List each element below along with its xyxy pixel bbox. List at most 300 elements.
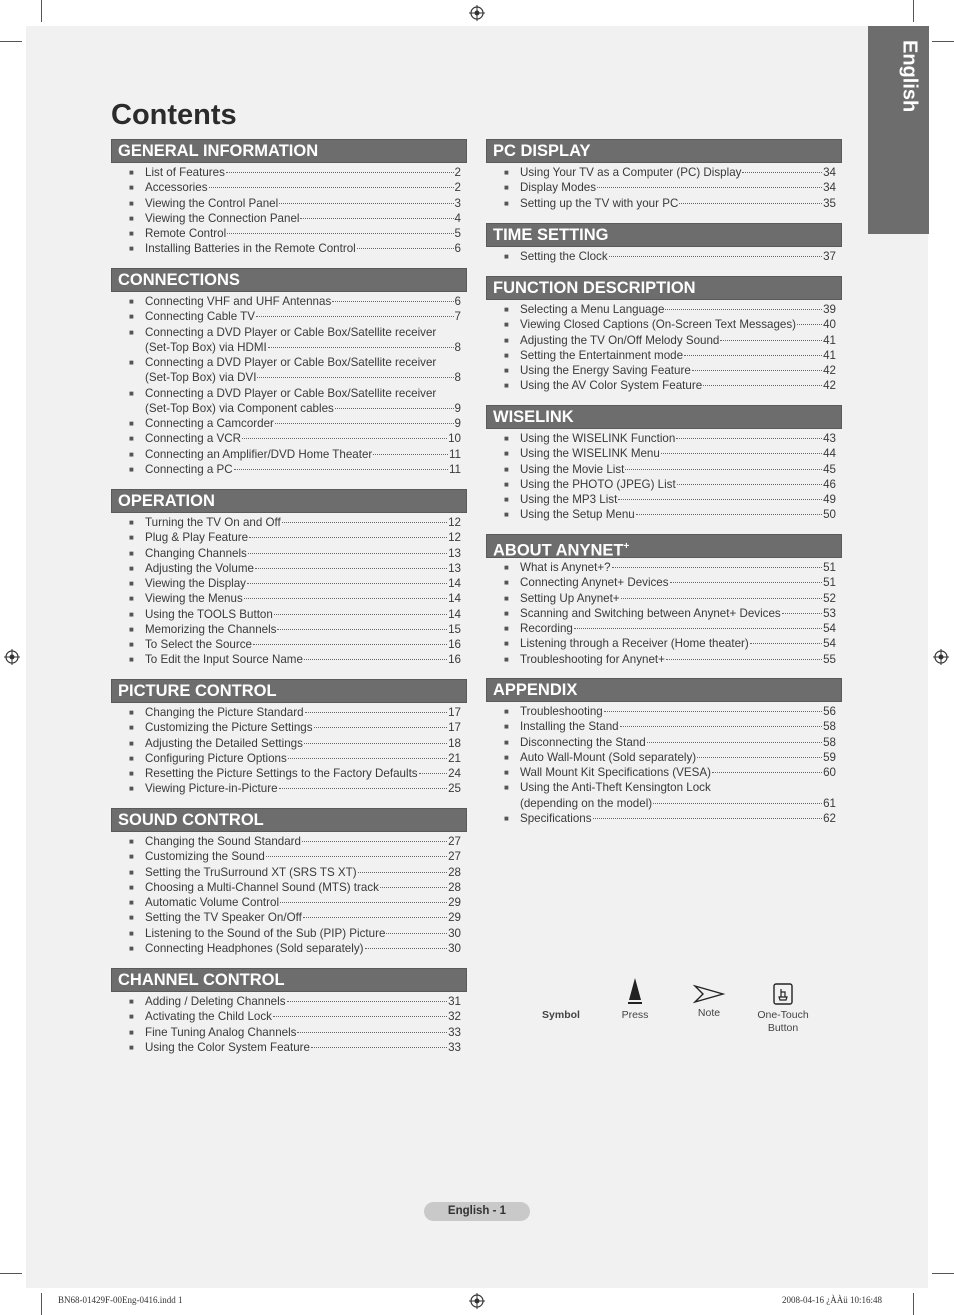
toc-leader-dots bbox=[653, 803, 822, 804]
toc-entry[interactable] bbox=[486, 333, 842, 348]
toc-page-number: 9 bbox=[454, 417, 461, 430]
toc-entry[interactable] bbox=[486, 196, 842, 211]
toc-section-time-setting bbox=[486, 223, 842, 264]
toc-entry[interactable] bbox=[486, 431, 842, 446]
toc-entry-title: ■ Wall Mount Kit Specifications (VESA) bbox=[520, 766, 711, 779]
toc-leader-dots bbox=[677, 484, 822, 485]
toc-leader-dots bbox=[750, 643, 822, 644]
toc-entry-title: ■ Setting Up Anynet+ bbox=[520, 591, 620, 605]
toc-entry-title: ■ Using the Movie List bbox=[520, 462, 625, 476]
toc-page-number: 50 bbox=[823, 508, 836, 522]
toc-page-number: 34 bbox=[823, 181, 836, 195]
toc-entry-title: ■ To Select the Source bbox=[145, 638, 252, 651]
toc-leader-dots bbox=[305, 712, 448, 713]
toc-entry[interactable] bbox=[111, 576, 467, 591]
toc-entry[interactable] bbox=[111, 849, 467, 864]
toc-leader-dots bbox=[335, 408, 454, 409]
toc-page-number: 59 bbox=[823, 750, 836, 764]
toc-entry-title: ■ Memorizing the Channels bbox=[145, 622, 277, 636]
registration-mark-icon bbox=[469, 1293, 485, 1309]
crop-mark bbox=[913, 1293, 914, 1315]
toc-entry-title: ■ Using Your TV as a Computer (PC) Display bbox=[520, 166, 742, 179]
toc-leader-dots bbox=[303, 917, 447, 918]
toc-entry[interactable] bbox=[486, 575, 842, 590]
toc-entry[interactable] bbox=[111, 447, 467, 462]
toc-entry[interactable] bbox=[111, 462, 467, 477]
toc-entry-title: ■ Installing Batteries in the Remote Control bbox=[145, 242, 356, 256]
toc-entry[interactable] bbox=[111, 431, 467, 446]
toc-entry[interactable] bbox=[111, 834, 467, 849]
toc-entry[interactable] bbox=[486, 606, 842, 621]
toc-entry[interactable] bbox=[486, 492, 842, 507]
toc-entry-title: ■ Using the Energy Saving Feature bbox=[520, 364, 691, 377]
toc-leader-dots bbox=[249, 537, 447, 538]
toc-page-number: 29 bbox=[448, 911, 461, 925]
toc-page-number: 54 bbox=[823, 622, 836, 635]
toc-leader-dots bbox=[311, 1047, 447, 1048]
toc-entry[interactable] bbox=[111, 309, 467, 324]
toc-entry[interactable] bbox=[486, 317, 842, 332]
toc-entry[interactable] bbox=[111, 910, 467, 925]
toc-page-number: 21 bbox=[448, 751, 461, 765]
toc-leader-dots bbox=[273, 1016, 447, 1017]
toc-entry[interactable] bbox=[111, 416, 467, 431]
toc-entry-title: ■ Using the PHOTO (JPEG) List bbox=[520, 477, 676, 491]
toc-leader-dots bbox=[357, 248, 454, 249]
section-heading: TIME SETTING bbox=[486, 223, 842, 247]
toc-page-number: 30 bbox=[448, 926, 461, 940]
crop-mark bbox=[0, 41, 22, 42]
toc-leader-dots bbox=[248, 553, 447, 554]
toc-leader-dots bbox=[275, 423, 454, 424]
toc-entry-title: ■ Setting the TruSurround XT (SRS TS XT) bbox=[145, 865, 357, 879]
crop-mark bbox=[913, 0, 914, 22]
toc-page-number: 28 bbox=[448, 865, 461, 879]
toc-entry-title: ■ Changing Channels bbox=[145, 546, 247, 560]
toc-entry[interactable] bbox=[486, 507, 842, 522]
toc-page-number: 13 bbox=[448, 546, 461, 560]
toc-leader-dots bbox=[358, 872, 448, 873]
toc-entry-title: ■ Scanning and Switching between Anynet+ Devices bbox=[520, 606, 781, 620]
toc-page-number: 9 bbox=[454, 401, 461, 415]
toc-entry-title: ■ Turning the TV On and Off bbox=[145, 516, 281, 529]
toc-entry-title: ■ Using the WISELINK Menu bbox=[520, 447, 660, 461]
toc-page-number: 45 bbox=[823, 462, 836, 476]
toc-entry[interactable] bbox=[111, 561, 467, 576]
toc-entry-title: ■ Viewing the Control Panel bbox=[145, 196, 279, 210]
toc-entry[interactable] bbox=[486, 165, 842, 180]
toc-entry[interactable] bbox=[111, 294, 467, 309]
toc-entry-title: ■ Plug & Play Feature bbox=[145, 531, 249, 545]
toc-entry[interactable] bbox=[111, 865, 467, 880]
toc-page-number: 2 bbox=[454, 166, 461, 179]
toc-entry-title: ■ Changing the Picture Standard bbox=[145, 706, 304, 719]
toc-page-number: 52 bbox=[823, 591, 836, 605]
toc-leader-dots bbox=[255, 568, 447, 569]
language-tab-label: English bbox=[898, 40, 920, 113]
toc-page-number: 6 bbox=[454, 242, 461, 256]
toc-entry-title: ■ Disconnecting the Stand bbox=[520, 735, 646, 749]
toc-entry[interactable] bbox=[111, 226, 467, 241]
toc-leader-dots bbox=[692, 370, 822, 371]
toc-entry-title: ■ Installing the Stand bbox=[520, 720, 619, 734]
toc-page-number: 10 bbox=[448, 432, 461, 446]
toc-page-number: 28 bbox=[448, 880, 461, 894]
toc-entry-title: ■ Connecting an Amplifier/DVD Home Theater bbox=[145, 447, 373, 461]
symbol-press: Press bbox=[610, 976, 660, 1022]
toc-page-number: 24 bbox=[448, 767, 461, 780]
toc-entry[interactable] bbox=[486, 302, 842, 317]
toc-entry-title: (depending on the model) bbox=[520, 796, 653, 810]
print-slug-date: 2008-04-16 ¿ÀÀü 10:16:48 bbox=[782, 1295, 882, 1305]
toc-entry-title: ■ Using the WISELINK Function bbox=[520, 432, 676, 445]
toc-leader-dots bbox=[279, 203, 453, 204]
toc-entry[interactable] bbox=[111, 736, 467, 751]
toc-entry-title: ■ List of Features bbox=[145, 166, 225, 179]
toc-entry[interactable] bbox=[111, 355, 467, 386]
toc-page-number: 56 bbox=[823, 705, 836, 718]
registration-mark-icon bbox=[933, 649, 949, 665]
section-heading: PC DISPLAY bbox=[486, 139, 842, 163]
toc-page-number: 12 bbox=[448, 531, 461, 545]
toc-entry[interactable] bbox=[111, 165, 467, 180]
toc-entry[interactable] bbox=[111, 941, 467, 956]
toc-entry-title: ■ Resetting the Picture Settings to the Factory Defaults bbox=[145, 767, 418, 780]
toc-leader-dots bbox=[314, 727, 448, 728]
toc-entry[interactable] bbox=[486, 363, 842, 378]
toc-section-operation bbox=[111, 489, 467, 668]
toc-leader-dots bbox=[647, 742, 822, 743]
toc-entry-title: ■ Connecting Anynet+ Devices bbox=[520, 576, 669, 590]
toc-entry[interactable] bbox=[111, 515, 467, 530]
toc-entry[interactable] bbox=[111, 926, 467, 941]
toc-leader-dots bbox=[257, 377, 453, 378]
toc-entry[interactable] bbox=[111, 325, 467, 356]
toc-leader-dots bbox=[618, 499, 822, 500]
toc-page-number: 43 bbox=[823, 432, 836, 445]
toc-entry-title: ■ Using the TOOLS Button bbox=[145, 607, 273, 621]
section-heading: PICTURE CONTROL bbox=[111, 679, 467, 703]
toc-page-number: 37 bbox=[823, 250, 836, 263]
toc-page-number: 5 bbox=[454, 227, 461, 240]
toc-entry[interactable] bbox=[111, 720, 467, 735]
toc-page-number: 42 bbox=[823, 364, 836, 377]
toc-entry[interactable] bbox=[486, 735, 842, 750]
toc-entry[interactable] bbox=[111, 241, 467, 256]
toc-page-number: 2 bbox=[454, 181, 461, 195]
toc-entry[interactable] bbox=[486, 636, 842, 651]
toc-page-number: 17 bbox=[448, 706, 461, 719]
toc-entry-title: ■ Viewing Picture-in-Picture bbox=[145, 782, 278, 796]
toc-section-about-anynet bbox=[486, 534, 842, 667]
toc-page-number: 41 bbox=[823, 333, 836, 347]
toc-leader-dots bbox=[797, 324, 822, 325]
toc-entry-title-line: ■ Connecting a DVD Player or Cable Box/Satellite receiver bbox=[145, 356, 437, 369]
toc-entry-title: ■ Connecting a Camcorder bbox=[145, 417, 274, 430]
toc-entry[interactable] bbox=[486, 719, 842, 734]
toc-page-number: 27 bbox=[448, 850, 461, 864]
toc-leader-dots bbox=[670, 582, 823, 583]
toc-leader-dots bbox=[703, 385, 822, 386]
toc-page-number: 16 bbox=[448, 638, 461, 651]
toc-leader-dots bbox=[365, 948, 448, 949]
toc-entry-title: ■ Auto Wall-Mount (Sold separately) bbox=[520, 750, 697, 764]
toc-entry[interactable] bbox=[486, 750, 842, 765]
toc-page-number: 25 bbox=[448, 782, 461, 796]
crop-mark bbox=[0, 1273, 22, 1274]
toc-entry[interactable] bbox=[486, 591, 842, 606]
toc-entry[interactable] bbox=[486, 780, 842, 811]
toc-entry-title: ■ Listening through a Receiver (Home theater) bbox=[520, 637, 749, 651]
toc-section-function-description bbox=[486, 276, 842, 394]
toc-entry[interactable] bbox=[111, 895, 467, 910]
toc-entry-title: (Set-Top Box) via DVI bbox=[145, 371, 257, 385]
toc-entry-title: (Set-Top Box) via HDMI bbox=[145, 340, 267, 354]
toc-entry-title: ■ Listening to the Sound of the Sub (PIP) Picture bbox=[145, 926, 386, 940]
toc-entry-title: ■ Using the AV Color System Feature bbox=[520, 379, 703, 393]
toc-entry-title: ■ Troubleshooting for Anynet+ bbox=[520, 652, 665, 666]
toc-leader-dots bbox=[226, 172, 454, 173]
toc-leader-dots bbox=[247, 583, 447, 584]
toc-entry-title-line: ■ Connecting a DVD Player or Cable Box/Satellite receiver bbox=[145, 325, 437, 339]
toc-page-number: 60 bbox=[823, 766, 836, 779]
toc-entry[interactable] bbox=[486, 811, 842, 826]
toc-entry-title: ■ Adding / Deleting Channels bbox=[145, 995, 286, 1008]
toc-leader-dots bbox=[720, 340, 822, 341]
toc-page-number: 58 bbox=[823, 735, 836, 749]
toc-entry[interactable] bbox=[486, 378, 842, 393]
toc-section-appendix bbox=[486, 678, 842, 826]
toc-entry[interactable] bbox=[486, 180, 842, 195]
toc-entry-title: ■ To Edit the Input Source Name bbox=[145, 653, 303, 667]
toc-page-number: 13 bbox=[448, 561, 461, 575]
toc-entry[interactable] bbox=[111, 880, 467, 895]
toc-page-number: 14 bbox=[448, 592, 461, 606]
toc-entry-title: ■ Viewing the Display bbox=[145, 577, 246, 590]
toc-entry[interactable] bbox=[111, 637, 467, 652]
press-arrow-icon bbox=[625, 976, 645, 1006]
toc-entry[interactable] bbox=[111, 196, 467, 211]
toc-entry-title: ■ Setting up the TV with your PC bbox=[520, 196, 679, 210]
toc-entry[interactable] bbox=[486, 477, 842, 492]
toc-leader-dots bbox=[620, 726, 822, 727]
toc-entry[interactable] bbox=[111, 180, 467, 195]
toc-leader-dots bbox=[266, 856, 447, 857]
toc-page-number: 8 bbox=[454, 371, 461, 385]
toc-section-wiselink bbox=[486, 405, 842, 523]
toc-entry[interactable] bbox=[111, 530, 467, 545]
toc-entry-title: ■ Automatic Volume Control bbox=[145, 896, 280, 909]
toc-entry[interactable] bbox=[486, 704, 842, 719]
toc-page-number: 17 bbox=[448, 721, 461, 735]
toc-entry[interactable] bbox=[486, 765, 842, 780]
toc-entry[interactable] bbox=[486, 249, 842, 264]
toc-leader-dots bbox=[304, 659, 447, 660]
toc-leader-dots bbox=[684, 355, 822, 356]
toc-entry-title: ■ Viewing Closed Captions (On-Screen Text Messages) bbox=[520, 318, 797, 332]
toc-entry[interactable] bbox=[486, 446, 842, 461]
toc-entry-title: ■ Selecting a Menu Language bbox=[520, 303, 665, 316]
toc-entry[interactable] bbox=[486, 348, 842, 363]
toc-leader-dots bbox=[612, 567, 823, 568]
toc-entry[interactable] bbox=[111, 622, 467, 637]
toc-leader-dots bbox=[277, 629, 447, 630]
toc-entry[interactable] bbox=[486, 462, 842, 477]
toc-page-number: 7 bbox=[454, 310, 461, 324]
toc-entry[interactable] bbox=[486, 560, 842, 575]
section-heading: WISELINK bbox=[486, 405, 842, 429]
toc-section-pc-display bbox=[486, 139, 842, 211]
toc-entry[interactable] bbox=[111, 652, 467, 667]
toc-leader-dots bbox=[282, 522, 447, 523]
toc-entry-title: ■ Recording bbox=[520, 622, 573, 635]
toc-page-number: 51 bbox=[823, 576, 836, 590]
toc-leader-dots bbox=[304, 743, 447, 744]
toc-leader-dots bbox=[697, 757, 822, 758]
toc-leader-dots bbox=[712, 772, 822, 773]
toc-entry-title: ■ Changing the Sound Standard bbox=[145, 835, 301, 848]
toc-entry-title: ■ Connecting Cable TV bbox=[145, 310, 255, 324]
toc-entry-title: ■ Activating the Child Lock bbox=[145, 1010, 272, 1024]
toc-leader-dots bbox=[782, 613, 822, 614]
toc-entry[interactable] bbox=[111, 386, 467, 417]
toc-entry-title: ■ Using the Color System Feature bbox=[145, 1040, 310, 1054]
toc-leader-dots bbox=[242, 438, 447, 439]
toc-entry[interactable] bbox=[111, 1040, 467, 1055]
toc-leader-dots bbox=[742, 172, 822, 173]
toc-leader-dots bbox=[676, 438, 822, 439]
toc-page-number: 40 bbox=[823, 318, 836, 332]
toc-page-number: 49 bbox=[823, 493, 836, 506]
toc-entry[interactable] bbox=[486, 621, 842, 636]
toc-page-number: 27 bbox=[448, 835, 461, 848]
toc-page-number: 62 bbox=[823, 811, 836, 825]
toc-page-number: 54 bbox=[823, 637, 836, 651]
toc-leader-dots bbox=[373, 454, 448, 455]
toc-page-number: 30 bbox=[448, 941, 461, 955]
symbol-note: Note bbox=[684, 984, 734, 1020]
toc-entry[interactable] bbox=[111, 1009, 467, 1024]
toc-page-number: 15 bbox=[448, 622, 461, 636]
toc-entry-title: ■ Connecting a PC bbox=[145, 462, 233, 476]
symbol-legend-heading: Symbol bbox=[542, 1009, 580, 1021]
section-heading: OPERATION bbox=[111, 489, 467, 513]
toc-leader-dots bbox=[300, 218, 453, 219]
section-heading: GENERAL INFORMATION bbox=[111, 139, 467, 163]
note-arrow-icon bbox=[693, 984, 725, 1004]
toc-leader-dots bbox=[279, 788, 448, 789]
toc-section-connections bbox=[111, 268, 467, 477]
toc-entry[interactable] bbox=[111, 781, 467, 796]
toc-entry-title: (Set-Top Box) via Component cables bbox=[145, 401, 334, 415]
toc-entry[interactable] bbox=[111, 994, 467, 1009]
toc-page-number: 8 bbox=[454, 340, 461, 354]
language-tab bbox=[868, 26, 929, 234]
toc-entry[interactable] bbox=[111, 751, 467, 766]
toc-leader-dots bbox=[386, 933, 447, 934]
toc-entry[interactable] bbox=[111, 705, 467, 720]
toc-leader-dots bbox=[274, 614, 447, 615]
toc-entry-title: ■ Setting the Clock bbox=[520, 250, 608, 263]
toc-page-number: 39 bbox=[823, 303, 836, 316]
print-slug-file: BN68-01429F-00Eng-0416.indd 1 bbox=[58, 1295, 183, 1305]
toc-page-number: 16 bbox=[448, 653, 461, 667]
toc-leader-dots bbox=[636, 514, 822, 515]
section-heading: CHANNEL CONTROL bbox=[111, 968, 467, 992]
toc-page-number: 42 bbox=[823, 379, 836, 393]
toc-section-general-information bbox=[111, 139, 467, 257]
toc-entry-title: ■ Customizing the Sound bbox=[145, 850, 265, 864]
toc-leader-dots bbox=[288, 758, 447, 759]
one-touch-button-icon bbox=[772, 982, 794, 1006]
toc-entry-title: ■ Adjusting the Volume bbox=[145, 561, 254, 575]
toc-page-number: 41 bbox=[823, 348, 836, 362]
toc-entry-title: ■ Choosing a Multi-Channel Sound (MTS) track bbox=[145, 880, 379, 894]
crop-mark bbox=[932, 1273, 954, 1274]
toc-page-number: 3 bbox=[454, 196, 461, 210]
toc-page-number: 11 bbox=[448, 462, 461, 476]
toc-entry[interactable] bbox=[111, 591, 467, 606]
toc-page-number: 55 bbox=[823, 652, 836, 666]
page-title: Contents bbox=[111, 99, 237, 131]
toc-entry[interactable] bbox=[111, 211, 467, 226]
toc-entry-title: ■ Connecting VHF and UHF Antennas bbox=[145, 295, 332, 308]
registration-mark-icon bbox=[4, 649, 20, 665]
toc-entry-title: ■ Viewing the Connection Panel bbox=[145, 211, 300, 225]
toc-entry[interactable] bbox=[486, 652, 842, 667]
toc-leader-dots bbox=[209, 187, 454, 188]
toc-entry-title: ■ Using the MP3 List bbox=[520, 493, 618, 506]
toc-leader-dots bbox=[666, 659, 822, 660]
toc-section-picture-control bbox=[111, 679, 467, 797]
toc-entry[interactable] bbox=[111, 607, 467, 622]
toc-entry-title: ■ Setting the TV Speaker On/Off bbox=[145, 911, 302, 925]
toc-entry[interactable] bbox=[111, 766, 467, 781]
toc-page-number: 29 bbox=[448, 896, 461, 909]
section-heading: CONNECTIONS bbox=[111, 268, 467, 292]
toc-entry-title: ■ Customizing the Picture Settings bbox=[145, 721, 313, 735]
toc-page-number: 32 bbox=[448, 1010, 461, 1024]
toc-leader-dots bbox=[268, 347, 454, 348]
toc-leader-dots bbox=[287, 1001, 448, 1002]
toc-page-number: 44 bbox=[823, 447, 836, 461]
toc-leader-dots bbox=[593, 818, 823, 819]
toc-entry-title: ■ Connecting Headphones (Sold separately) bbox=[145, 941, 364, 955]
toc-page-number: 46 bbox=[823, 477, 836, 491]
section-heading: FUNCTION DESCRIPTION bbox=[486, 276, 842, 300]
toc-entry[interactable] bbox=[111, 546, 467, 561]
toc-section-sound-control bbox=[111, 808, 467, 956]
toc-entry-title: ■ Viewing the Menus bbox=[145, 592, 243, 606]
toc-entry-title: ■ Connecting a VCR bbox=[145, 432, 242, 446]
toc-leader-dots bbox=[665, 309, 822, 310]
toc-entry[interactable] bbox=[111, 1025, 467, 1040]
crop-mark bbox=[41, 1293, 42, 1315]
toc-page-number: 51 bbox=[823, 561, 836, 574]
toc-leader-dots bbox=[419, 773, 448, 774]
page-number-pill: English - 1 bbox=[424, 1202, 530, 1221]
toc-entry-title: ■ What is Anynet+? bbox=[520, 561, 611, 574]
toc-entry-title-line: ■ Using the Anti-Theft Kensington Lock bbox=[520, 781, 711, 795]
toc-entry-title: ■ Display Modes bbox=[520, 181, 597, 195]
toc-entry-title: ■ Adjusting the TV On/Off Melody Sound bbox=[520, 333, 720, 347]
toc-leader-dots bbox=[574, 628, 822, 629]
toc-page-number: 53 bbox=[823, 606, 836, 620]
toc-page-number: 4 bbox=[454, 211, 461, 225]
toc-entry-title-line: ■ Connecting a DVD Player or Cable Box/Satellite receiver bbox=[145, 386, 437, 400]
toc-page-number: 31 bbox=[448, 995, 461, 1008]
toc-leader-dots bbox=[297, 1032, 447, 1033]
